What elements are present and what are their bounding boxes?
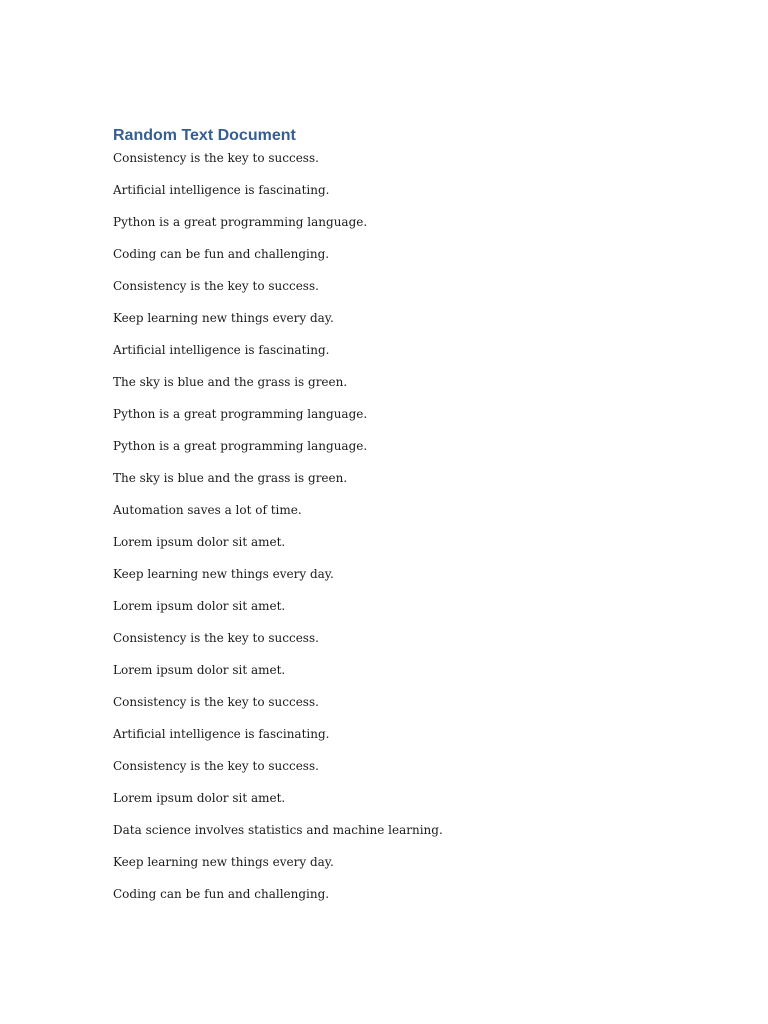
- document-body: [113, 125, 673, 915]
- paragraph: Python is a great programming language.: [113, 407, 368, 421]
- paragraph: The sky is blue and the grass is green.: [113, 375, 348, 389]
- paragraph: Consistency is the key to success.: [113, 695, 319, 709]
- paragraph: Python is a great programming language.: [113, 215, 368, 229]
- paragraph: Artificial intelligence is fascinating.: [113, 343, 330, 357]
- paragraph: Coding can be fun and challenging.: [113, 887, 330, 901]
- paragraph: Keep learning new things every day.: [113, 855, 334, 869]
- paragraph: Keep learning new things every day.: [113, 567, 334, 581]
- paragraph: Python is a great programming language.: [113, 439, 368, 453]
- document-title: Random Text Document: [113, 127, 296, 144]
- paragraph: Artificial intelligence is fascinating.: [113, 183, 330, 197]
- paragraph: Data science involves statistics and machine learning.: [113, 823, 443, 837]
- paragraph: Consistency is the key to success.: [113, 279, 319, 293]
- paragraph: Keep learning new things every day.: [113, 311, 334, 325]
- paragraph: Artificial intelligence is fascinating.: [113, 727, 330, 741]
- paragraph: Lorem ipsum dolor sit amet.: [113, 535, 286, 549]
- paragraph: Automation saves a lot of time.: [113, 503, 302, 517]
- paragraph: Consistency is the key to success.: [113, 631, 319, 645]
- paragraph-list: [113, 147, 673, 915]
- paragraph: Lorem ipsum dolor sit amet.: [113, 791, 286, 805]
- paragraph: Consistency is the key to success.: [113, 151, 319, 165]
- paragraph: Coding can be fun and challenging.: [113, 247, 330, 261]
- paragraph: Consistency is the key to success.: [113, 759, 319, 773]
- paragraph: Lorem ipsum dolor sit amet.: [113, 663, 286, 677]
- paragraph: Lorem ipsum dolor sit amet.: [113, 599, 286, 613]
- paragraph: The sky is blue and the grass is green.: [113, 471, 348, 485]
